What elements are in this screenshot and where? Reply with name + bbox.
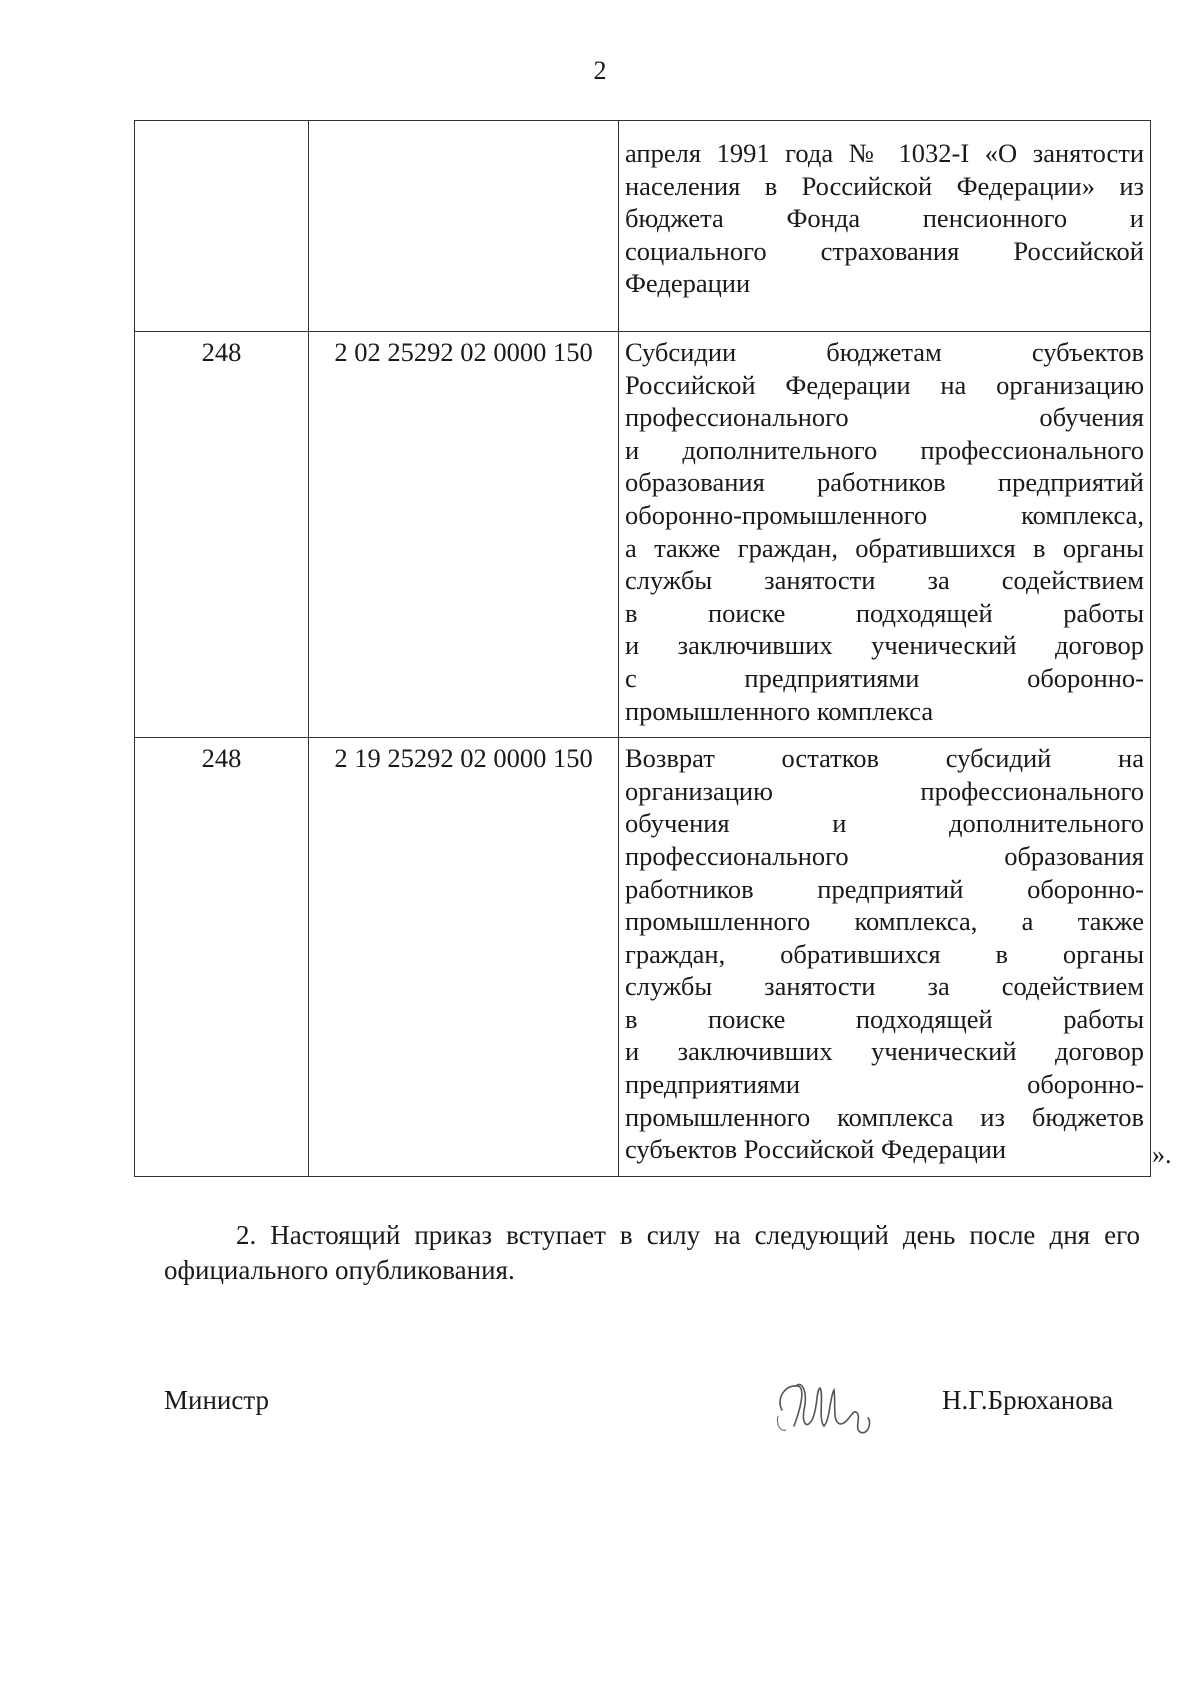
income-type-name-cell [619, 121, 1151, 332]
description-line: граждан, обратившихся в органы [625, 938, 1144, 969]
description-line: и дополнительного профессионального [625, 434, 1144, 465]
budget-classification-code-cell: 2 19 25292 02 0000 150 [309, 738, 619, 1177]
description-line: профессионального обучения [625, 402, 1144, 433]
budget-classification-code-cell [309, 121, 619, 332]
table-row [135, 332, 1151, 738]
effective-date-paragraph [164, 1218, 1140, 1288]
description-line: работников предприятий оборонно- [625, 873, 1144, 904]
description-line: субъектов Российской Федерации [625, 1134, 1007, 1165]
description-line: в поиске подходящей работы [625, 597, 1144, 628]
description-line: бюджета Фонда пенсионного и [625, 203, 1144, 234]
description-line: Субсидии бюджетам субъектов [625, 337, 1144, 367]
income-type-name-cell [619, 738, 1151, 1177]
description-line: службы занятости за содействием [625, 565, 1144, 596]
page-number: 2 [593, 56, 607, 85]
description-line: Федерации [625, 268, 751, 299]
signatory-name: Н.Г.Брюханова [942, 1385, 1114, 1415]
description-line: в поиске подходящей работы [625, 1003, 1144, 1034]
description-line: промышленного комплекса, а также [625, 906, 1144, 937]
income-type-name-cell [619, 332, 1151, 738]
description-line: предприятиями оборонно- [625, 1069, 1144, 1100]
description-line: социального страхования Российской [625, 235, 1144, 266]
handwritten-signature [772, 1370, 882, 1450]
description-line: и заключивших ученический договор [625, 630, 1144, 661]
description-line: а также граждан, обратившихся в органы [625, 532, 1144, 563]
closing-quote: ». [1152, 1140, 1172, 1169]
budget-classification-code-cell: 2 02 25292 02 0000 150 [309, 332, 619, 738]
administrator-code-cell [135, 121, 309, 332]
budget-codes-table [134, 120, 1151, 1177]
description-line: промышленного комплекса из бюджетов [625, 1101, 1144, 1132]
description-line: Возврат остатков субсидий на [625, 743, 1144, 774]
description-line: организацию профессионального [625, 775, 1144, 806]
description-line: с предприятиями оборонно- [625, 662, 1144, 693]
signatory-title: Министр [164, 1385, 269, 1415]
description-line: службы занятости за содействием [625, 971, 1144, 1002]
description-line: обучения и дополнительного [625, 808, 1144, 839]
description-line: Российской Федерации на организацию [625, 369, 1144, 400]
description-line: оборонно-промышленного комплекса, [625, 499, 1144, 530]
table-row [135, 738, 1151, 1177]
description-line: промышленного комплекса [625, 695, 934, 726]
description-line: образования работников предприятий [625, 467, 1144, 498]
description-line: населения в Российской Федерации» из [625, 170, 1144, 201]
administrator-code-cell: 248 [135, 332, 309, 738]
description-line: апреля 1991 года № 1032-I «О занятости [625, 138, 1144, 168]
description-line: и заключивших ученический договор [625, 1036, 1144, 1067]
description-line: профессионального образования [625, 840, 1144, 871]
table-row [135, 121, 1151, 332]
paragraph-line-2: официального опубликования. [164, 1255, 515, 1285]
administrator-code-cell: 248 [135, 738, 309, 1177]
paragraph-line-1: 2. Настоящий приказ вступает в силу на следующий день после дня его [236, 1220, 1140, 1250]
